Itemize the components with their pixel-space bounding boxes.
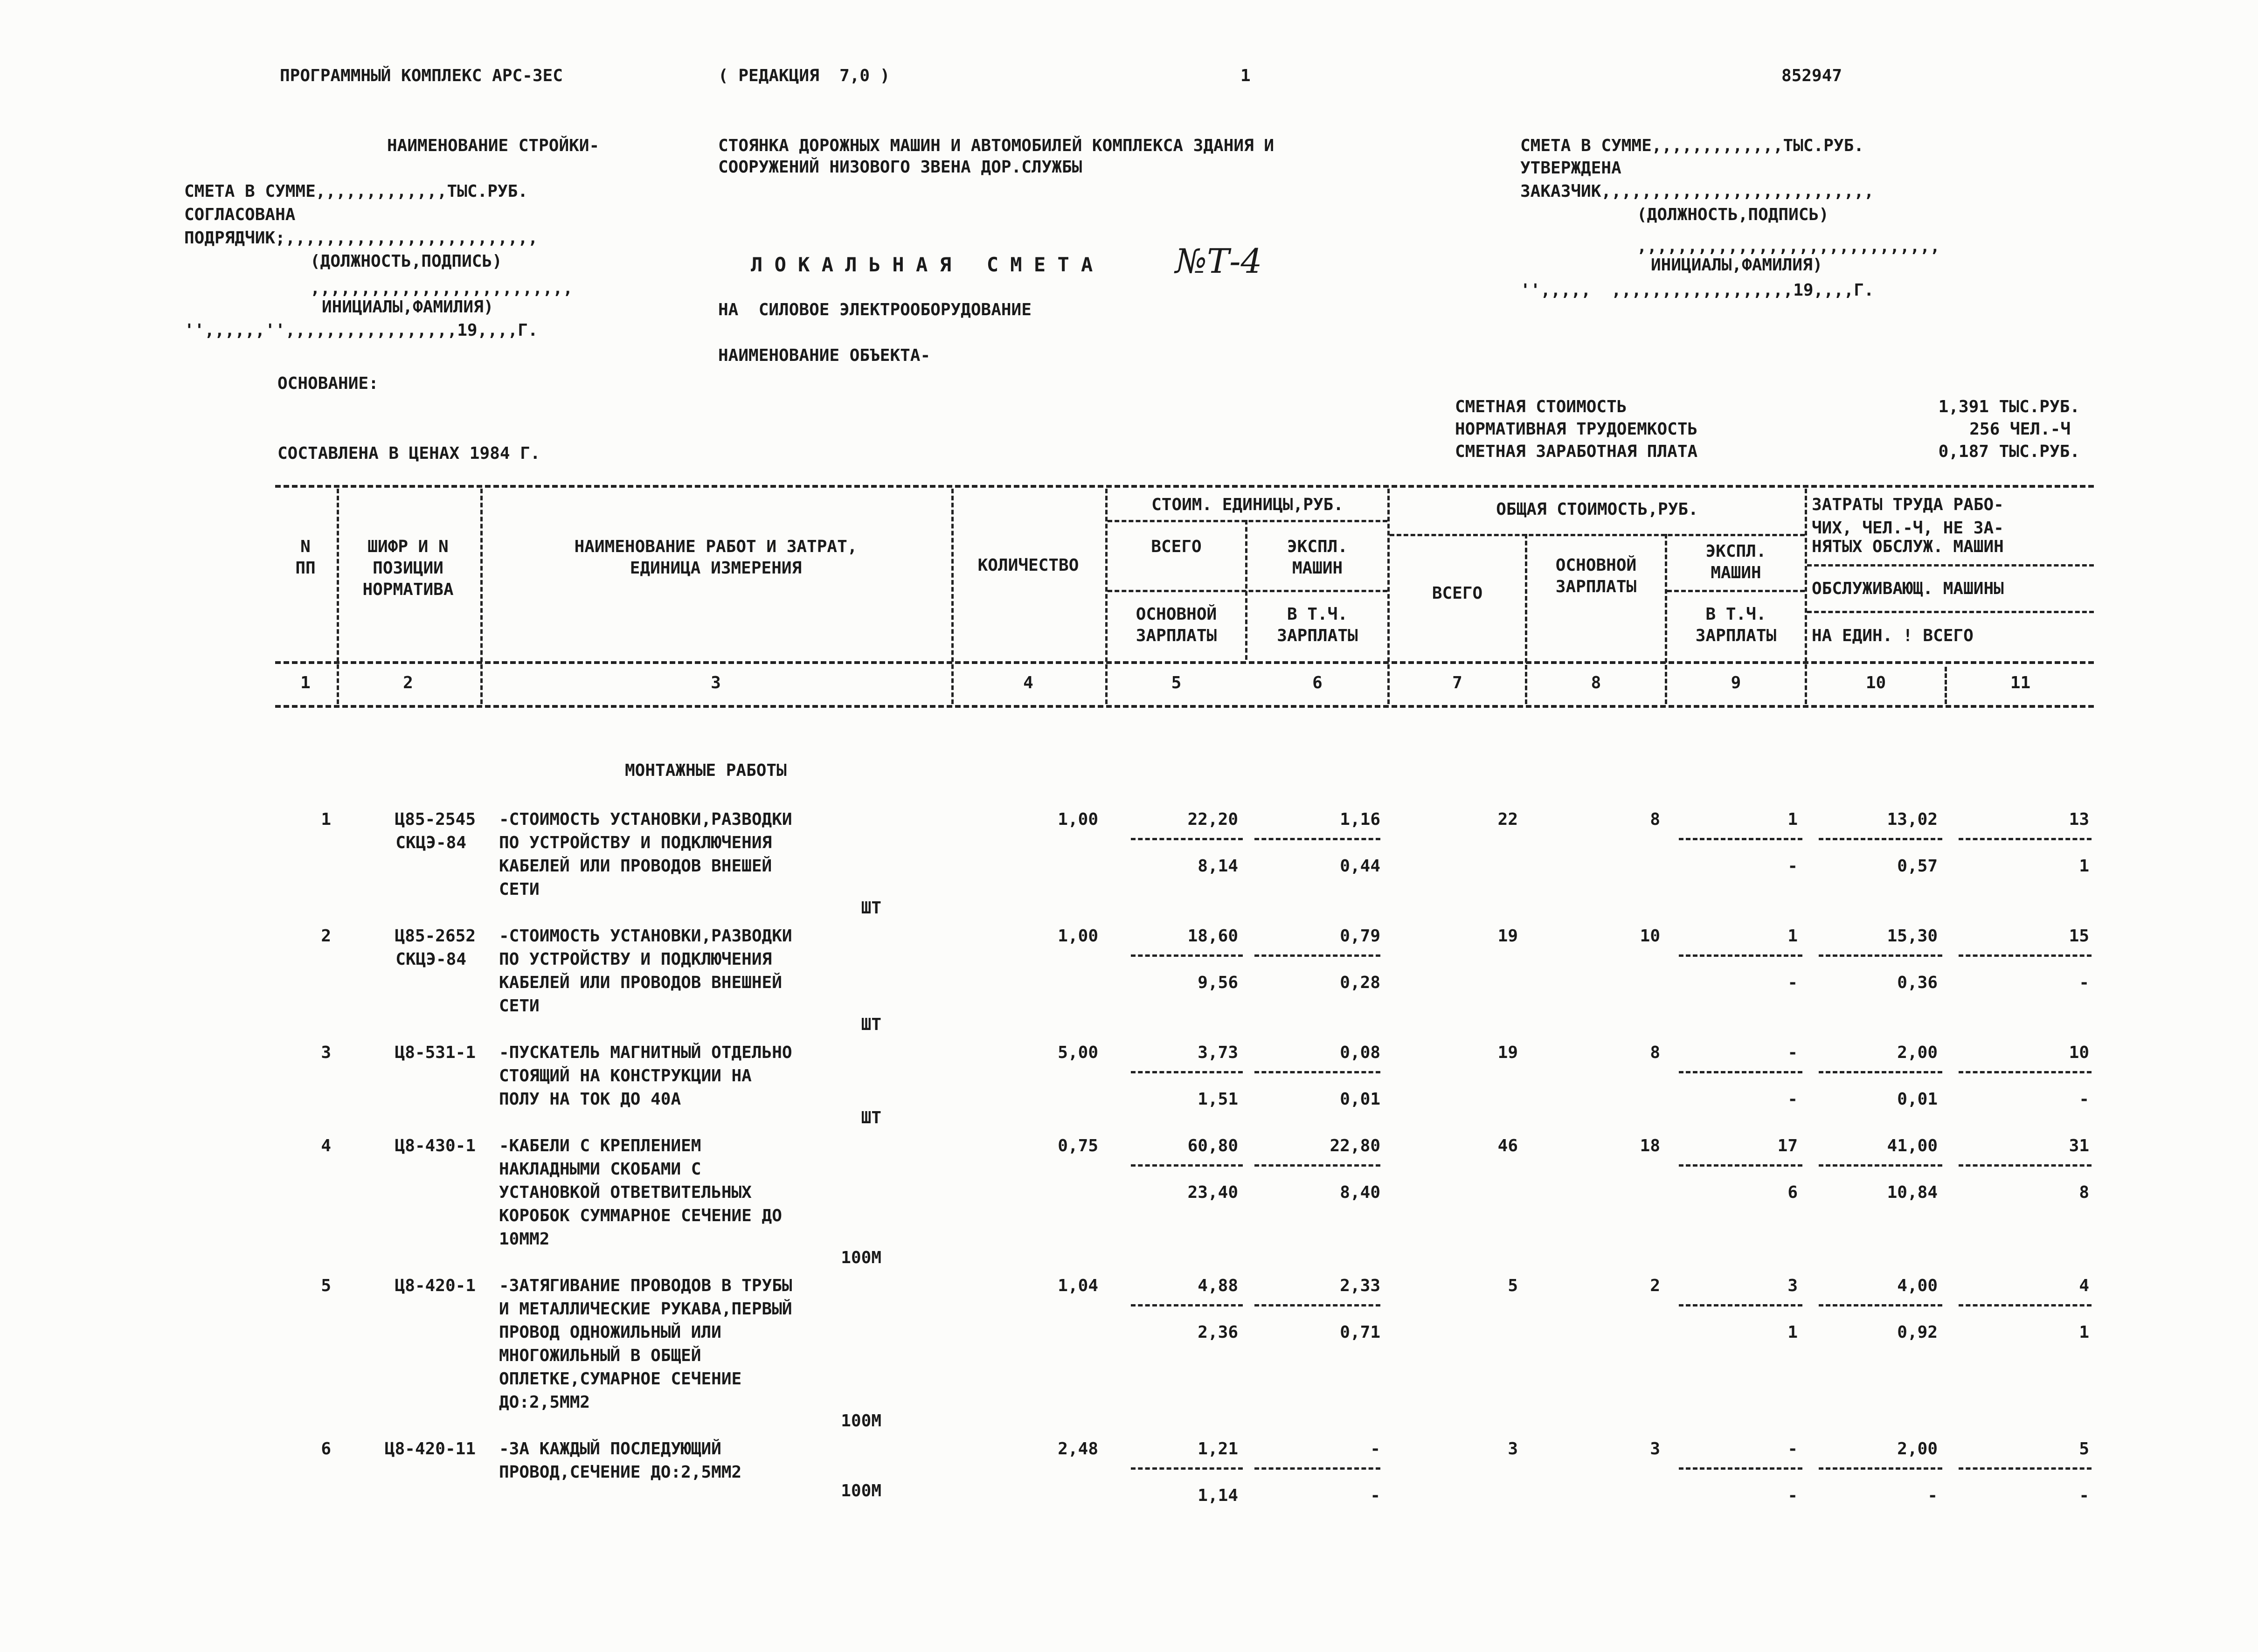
row-unit-cost-wage: 1,14 bbox=[1198, 1486, 1238, 1505]
cell-divider bbox=[1131, 1304, 1243, 1306]
row-unit-cost-all: 3,73 bbox=[1198, 1043, 1238, 1062]
row-quantity: 1,04 bbox=[1058, 1276, 1098, 1295]
row-work-name: ДО:2,5ММ2 bbox=[499, 1393, 590, 1412]
row-labor-unit-mach: 0,92 bbox=[1897, 1323, 1938, 1342]
row-unit-cost-wage: 2,36 bbox=[1198, 1323, 1238, 1342]
row-work-name: ПОЛУ НА ТОК ДО 40А bbox=[499, 1090, 681, 1109]
cell-divider bbox=[1254, 954, 1380, 957]
row-labor-unit-mach: 0,01 bbox=[1897, 1090, 1938, 1109]
labor-divider-1 bbox=[1807, 564, 2094, 567]
cell-divider bbox=[1959, 1071, 2092, 1073]
cell-divider bbox=[1679, 838, 1802, 840]
row-unit-cost-mach: 0,08 bbox=[1340, 1043, 1380, 1062]
unit-cost-divider bbox=[1108, 520, 1387, 522]
row-total-all: 19 bbox=[1497, 1043, 1518, 1062]
header-top-rule bbox=[275, 485, 2094, 488]
header-labor-4: ОБСЛУЖИВАЮЩ. МАШИНЫ bbox=[1812, 579, 2004, 598]
row-total-all: 3 bbox=[1508, 1439, 1518, 1458]
header-unit-mach-2: МАШИН bbox=[1292, 559, 1343, 578]
cell-divider bbox=[1679, 1467, 1802, 1470]
row-labor-unit-mach: 0,57 bbox=[1897, 857, 1938, 876]
program-name: ПРОГРАММНЫЙ КОМПЛЕКС АРС-ЗЕС bbox=[280, 66, 563, 85]
cell-divider bbox=[1819, 1071, 1942, 1073]
cell-divider bbox=[1254, 1164, 1380, 1167]
row-work-name: -ЗА КАЖДЫЙ ПОСЛЕДУЮЩИЙ bbox=[499, 1439, 721, 1458]
col-separator bbox=[951, 489, 954, 704]
row-labor-all: 4 bbox=[2079, 1276, 2089, 1295]
row-labor-unit-mach: - bbox=[1927, 1486, 1938, 1505]
col-separator bbox=[1805, 489, 1807, 704]
row-unit-cost-mach-wage: 0,28 bbox=[1340, 973, 1380, 992]
cell-divider bbox=[1959, 954, 2092, 957]
header-total-wage-2: ЗАРПЛАТЫ bbox=[1555, 577, 1637, 596]
row-total-mach: 1 bbox=[1787, 810, 1798, 829]
row-unit: 100М bbox=[841, 1481, 881, 1500]
row-code-catalog: СКЦЭ-84 bbox=[395, 833, 466, 852]
row-labor-unit-mach: 0,36 bbox=[1897, 973, 1938, 992]
col-number: 1 bbox=[300, 673, 311, 692]
approval-heading: УТВЕРЖДЕНА bbox=[1520, 159, 1621, 178]
row-work-name: 10ММ2 bbox=[499, 1230, 550, 1249]
col-number: 9 bbox=[1731, 673, 1741, 692]
customer-name-caption: ИНИЦИАЛЫ,ФАМИЛИЯ) bbox=[1651, 256, 1823, 275]
row-quantity: 1,00 bbox=[1058, 926, 1098, 946]
row-total-mach-wage: - bbox=[1787, 973, 1798, 992]
row-unit-cost-mach-wage: 8,40 bbox=[1340, 1183, 1380, 1202]
header-total-mw-1: В Т.Ч. bbox=[1705, 605, 1766, 624]
row-quantity: 1,00 bbox=[1058, 810, 1098, 829]
row-work-name: И МЕТАЛЛИЧЕСКИЕ РУКАВА,ПЕРВЫЙ bbox=[499, 1299, 792, 1319]
row-number: 1 bbox=[321, 810, 331, 829]
cell-divider bbox=[1819, 954, 1942, 957]
estimate-subject: НА СИЛОВОЕ ЭЛЕКТРООБОРУДОВАНИЕ bbox=[718, 300, 1032, 319]
row-unit-cost-mach: 2,33 bbox=[1340, 1276, 1380, 1295]
customer-date-line: '',,,,, ,,,,,,,,,,,,,,,,,,19,,,,Г. bbox=[1520, 281, 1874, 300]
row-work-name: МНОГОЖИЛЬНЫЙ В ОБЩЕЙ bbox=[499, 1346, 701, 1365]
row-unit-cost-all: 22,20 bbox=[1187, 810, 1238, 829]
row-unit-cost-mach: 0,79 bbox=[1340, 926, 1380, 946]
header-unit-cost: СТОИМ. ЕДИНИЦЫ,РУБ. bbox=[1151, 495, 1344, 514]
cell-divider bbox=[1819, 1164, 1942, 1167]
row-labor-unit: 15,30 bbox=[1887, 926, 1938, 946]
row-code: Ц8-531-1 bbox=[395, 1043, 476, 1062]
row-work-name: КОРОБОК СУММАРНОЕ СЕЧЕНИЕ ДО bbox=[499, 1206, 782, 1225]
header-unit-wage-2: ЗАРПЛАТЫ bbox=[1136, 626, 1217, 645]
row-labor-unit: 2,00 bbox=[1897, 1043, 1938, 1062]
row-total-mach: 3 bbox=[1787, 1276, 1798, 1295]
row-total-mach: - bbox=[1787, 1043, 1798, 1062]
cell-divider bbox=[1254, 838, 1380, 840]
header-quantity: КОЛИЧЕСТВО bbox=[977, 556, 1079, 575]
header-labor-5: НА ЕДИН. ! ВСЕГО bbox=[1812, 626, 1974, 645]
cell-divider bbox=[1959, 838, 2092, 840]
row-labor-all-mach: 1 bbox=[2079, 857, 2089, 876]
row-labor-unit-mach: 10,84 bbox=[1887, 1183, 1938, 1202]
row-unit-cost-wage: 23,40 bbox=[1187, 1183, 1238, 1202]
row-labor-all-mach: - bbox=[2079, 1486, 2089, 1505]
cell-divider bbox=[1254, 1071, 1380, 1073]
row-labor-all: 13 bbox=[2069, 810, 2089, 829]
row-unit-cost-mach-wage: 0,01 bbox=[1340, 1090, 1380, 1109]
row-quantity: 0,75 bbox=[1058, 1136, 1098, 1155]
col-separator bbox=[480, 489, 483, 704]
col-number: 4 bbox=[1023, 673, 1033, 692]
wage-label: СМЕТНАЯ ЗАРАБОТНАЯ ПЛАТА bbox=[1455, 442, 1698, 461]
row-number: 6 bbox=[321, 1439, 331, 1458]
row-total-mach: 1 bbox=[1787, 926, 1798, 946]
cell-divider bbox=[1959, 1467, 2092, 1470]
row-unit-cost-wage: 1,51 bbox=[1198, 1090, 1238, 1109]
row-labor-all-mach: - bbox=[2079, 1090, 2089, 1109]
construction-label: НАИМЕНОВАНИЕ СТРОЙКИ- bbox=[387, 136, 600, 155]
row-unit: ШТ bbox=[861, 899, 881, 918]
header-n: N bbox=[300, 537, 311, 556]
header-labor-3: НЯТЫХ ОБСЛУЖ. МАШИН bbox=[1812, 537, 2004, 556]
row-unit-cost-wage: 9,56 bbox=[1198, 973, 1238, 992]
labor-divider-2 bbox=[1807, 611, 2094, 613]
header-total-mach-1: ЭКСПЛ. bbox=[1705, 542, 1766, 561]
row-unit: ШТ bbox=[861, 1015, 881, 1034]
header-total-all: ВСЕГО bbox=[1432, 584, 1483, 603]
cell-divider bbox=[1959, 1164, 2092, 1167]
row-work-name: КАБЕЛЕЙ ИЛИ ПРОВОДОВ ВНЕШЕЙ bbox=[499, 857, 772, 876]
row-unit-cost-all: 1,21 bbox=[1198, 1439, 1238, 1458]
row-code: Ц8-430-1 bbox=[395, 1136, 476, 1155]
row-unit-cost-all: 4,88 bbox=[1198, 1276, 1238, 1295]
row-unit: 100М bbox=[841, 1248, 881, 1267]
row-labor-all: 5 bbox=[2079, 1439, 2089, 1458]
col-number: 11 bbox=[2010, 673, 2031, 692]
row-total-all: 19 bbox=[1497, 926, 1518, 946]
header-total-mw-2: ЗАРПЛАТЫ bbox=[1695, 626, 1777, 645]
customer-line: ЗАКАЗЧИК,,,,,,,,,,,,,,,,,,,,,,,,,,, bbox=[1520, 182, 1874, 201]
header-unit-mw-1: В Т.Ч. bbox=[1287, 605, 1348, 624]
row-labor-all-mach: 1 bbox=[2079, 1323, 2089, 1342]
row-unit-cost-mach: 22,80 bbox=[1330, 1136, 1380, 1155]
row-total-mach-wage: - bbox=[1787, 1090, 1798, 1109]
row-code: Ц8-420-11 bbox=[384, 1439, 476, 1458]
cell-divider bbox=[1679, 1164, 1802, 1167]
page-number: 1 bbox=[1240, 66, 1251, 85]
labor-intensity-value: 256 ЧЕЛ.-Ч bbox=[1969, 420, 2071, 439]
header-bottom-rule bbox=[275, 661, 2094, 664]
document-number: 852947 bbox=[1781, 66, 1842, 85]
row-work-name: -СТОИМОСТЬ УСТАНОВКИ,РАЗВОДКИ bbox=[499, 926, 792, 946]
row-work-name: ПРОВОД ОДНОЖИЛЬНЫЙ ИЛИ bbox=[499, 1323, 721, 1342]
cell-divider bbox=[1131, 1467, 1243, 1470]
row-unit-cost-mach-wage: 0,44 bbox=[1340, 857, 1380, 876]
row-total-mach: - bbox=[1787, 1439, 1798, 1458]
row-number: 4 bbox=[321, 1136, 331, 1155]
section-title: МОНТАЖНЫЕ РАБОТЫ bbox=[625, 761, 787, 780]
row-labor-unit: 4,00 bbox=[1897, 1276, 1938, 1295]
row-unit: 100М bbox=[841, 1411, 881, 1431]
unit-cost-subdivider bbox=[1108, 590, 1387, 592]
agreement-sum: СМЕТА В СУММЕ,,,,,,,,,,,,,ТЫС.РУБ. bbox=[184, 182, 528, 201]
total-cost-divider bbox=[1390, 534, 1805, 536]
header-code-3: НОРМАТИВА bbox=[362, 580, 454, 599]
row-unit-cost-wage: 8,14 bbox=[1198, 857, 1238, 876]
row-total-wage: 8 bbox=[1650, 1043, 1660, 1062]
approval-sum: СМЕТА В СУММЕ,,,,,,,,,,,,,ТЫС.РУБ. bbox=[1520, 136, 1864, 155]
column-numbers-rule bbox=[275, 705, 2094, 708]
contractor-name-caption: ИНИЦИАЛЫ,ФАМИЛИЯ) bbox=[322, 297, 494, 317]
row-work-name: -ПУСКАТЕЛЬ МАГНИТНЫЙ ОТДЕЛЬНО bbox=[499, 1043, 792, 1062]
row-work-name: ПО УСТРОЙСТВУ И ПОДКЛЮЧЕНИЯ bbox=[499, 950, 772, 969]
cell-divider bbox=[1254, 1467, 1380, 1470]
row-total-wage: 18 bbox=[1640, 1136, 1660, 1155]
row-total-wage: 10 bbox=[1640, 926, 1660, 946]
handwritten-estimate-number: №Т-4 bbox=[1175, 242, 1262, 281]
construction-name-line2: СООРУЖЕНИЙ НИЗОВОГО ЗВЕНА ДОР.СЛУЖБЫ bbox=[718, 158, 1082, 177]
row-unit-cost-mach: - bbox=[1370, 1439, 1380, 1458]
basis-label: ОСНОВАНИЕ: bbox=[277, 374, 379, 393]
row-labor-unit: 13,02 bbox=[1887, 810, 1938, 829]
row-unit-cost-mach: 1,16 bbox=[1340, 810, 1380, 829]
row-code: Ц85-2652 bbox=[395, 926, 476, 946]
row-total-wage: 8 bbox=[1650, 810, 1660, 829]
cell-divider bbox=[1959, 1304, 2092, 1306]
edition: ( РЕДАКЦИЯ 7,0 ) bbox=[718, 66, 890, 85]
row-labor-all: 31 bbox=[2069, 1136, 2089, 1155]
header-labor-1: ЗАТРАТЫ ТРУДА РАБО- bbox=[1812, 495, 2004, 514]
object-name-label: НАИМЕНОВАНИЕ ОБЪЕКТА- bbox=[718, 346, 931, 365]
header-total-mach-2: МАШИН bbox=[1711, 563, 1761, 582]
row-labor-unit: 2,00 bbox=[1897, 1439, 1938, 1458]
row-work-name: НАКЛАДНЫМИ СКОБАМИ С bbox=[499, 1160, 701, 1179]
row-work-name: ПРОВОД,СЕЧЕНИЕ ДО:2,5ММ2 bbox=[499, 1463, 742, 1482]
row-unit-cost-all: 60,80 bbox=[1187, 1136, 1238, 1155]
cell-divider bbox=[1131, 838, 1243, 840]
cell-divider bbox=[1819, 838, 1942, 840]
row-unit-cost-all: 18,60 bbox=[1187, 926, 1238, 946]
row-total-mach-wage: - bbox=[1787, 857, 1798, 876]
row-work-name: -СТОИМОСТЬ УСТАНОВКИ,РАЗВОДКИ bbox=[499, 810, 792, 829]
col-separator bbox=[337, 489, 339, 704]
row-code: Ц85-2545 bbox=[395, 810, 476, 829]
col-number: 3 bbox=[711, 673, 721, 692]
row-unit-cost-mach-wage: - bbox=[1370, 1486, 1380, 1505]
customer-name-line: ,,,,,,,,,,,,,,,,,,,,,,,,,,,,,, bbox=[1637, 237, 1940, 256]
row-labor-all: 15 bbox=[2069, 926, 2089, 946]
cell-divider bbox=[1819, 1304, 1942, 1306]
row-labor-all: 10 bbox=[2069, 1043, 2089, 1062]
header-unit-mw-2: ЗАРПЛАТЫ bbox=[1277, 626, 1358, 645]
row-unit: ШТ bbox=[861, 1108, 881, 1127]
row-labor-all-mach: 8 bbox=[2079, 1183, 2089, 1202]
cell-divider bbox=[1679, 1304, 1802, 1306]
row-work-name: УСТАНОВКОЙ ОТВЕТВИТЕЛЬНЫХ bbox=[499, 1183, 752, 1202]
row-number: 2 bbox=[321, 926, 331, 946]
row-number: 5 bbox=[321, 1276, 331, 1295]
col-number: 5 bbox=[1171, 673, 1182, 692]
cell-divider bbox=[1254, 1304, 1380, 1306]
row-total-mach-wage: 1 bbox=[1787, 1323, 1798, 1342]
row-labor-unit: 41,00 bbox=[1887, 1136, 1938, 1155]
cell-divider bbox=[1679, 954, 1802, 957]
row-work-name: -ЗАТЯГИВАНИЕ ПРОВОДОВ В ТРУБЫ bbox=[499, 1276, 792, 1295]
agreement-heading: СОГЛАСОВАНА bbox=[184, 205, 296, 224]
header-unit-wage-1: ОСНОВНОЙ bbox=[1136, 605, 1217, 624]
row-total-wage: 2 bbox=[1650, 1276, 1660, 1295]
header-pp: ПП bbox=[295, 559, 316, 578]
cell-divider bbox=[1131, 954, 1243, 957]
contractor-line: ПОДРЯДЧИК;,,,,,,,,,,,,,,,,,,,,,,,,, bbox=[184, 228, 538, 248]
header-total-cost: ОБЩАЯ СТОИМОСТЬ,РУБ. bbox=[1496, 500, 1698, 519]
row-total-mach-wage: 6 bbox=[1787, 1183, 1798, 1202]
col-number: 8 bbox=[1591, 673, 1601, 692]
row-total-all: 46 bbox=[1497, 1136, 1518, 1155]
header-labor-2: ЧИХ, ЧЕЛ.-Ч, НЕ ЗА- bbox=[1812, 518, 2004, 538]
price-level: СОСТАВЛЕНА В ЦЕНАХ 1984 Г. bbox=[277, 444, 540, 463]
row-number: 3 bbox=[321, 1043, 331, 1062]
row-work-name: -КАБЕЛИ С КРЕПЛЕНИЕМ bbox=[499, 1136, 701, 1155]
estimated-cost-value: 1,391 ТЫС.РУБ. bbox=[1938, 397, 2080, 416]
contractor-name-line: ,,,,,,,,,,,,,,,,,,,,,,,,,, bbox=[310, 279, 573, 298]
document-title: Л О К А Л Ь Н А Я С М Е Т А bbox=[751, 253, 1093, 276]
cell-divider bbox=[1679, 1071, 1802, 1073]
row-total-mach: 17 bbox=[1777, 1136, 1798, 1155]
row-work-name: ОПЛЕТКЕ,СУМАРНОЕ СЕЧЕНИЕ bbox=[499, 1369, 742, 1389]
row-work-name: СЕТИ bbox=[499, 996, 540, 1016]
labor-intensity-label: НОРМАТИВНАЯ ТРУДОЕМКОСТЬ bbox=[1455, 420, 1698, 439]
cell-divider bbox=[1131, 1164, 1243, 1167]
row-work-name: СЕТИ bbox=[499, 880, 540, 899]
row-quantity: 5,00 bbox=[1058, 1043, 1098, 1062]
cell-divider bbox=[1131, 1071, 1243, 1073]
row-unit-cost-mach-wage: 0,71 bbox=[1340, 1323, 1380, 1342]
total-mach-subdivider bbox=[1667, 590, 1805, 592]
contractor-date-line: '',,,,,,'',,,,,,,,,,,,,,,,,19,,,,Г. bbox=[184, 321, 538, 340]
col-number: 6 bbox=[1312, 673, 1323, 692]
contractor-position-caption: (ДОЛЖНОСТЬ,ПОДПИСЬ) bbox=[310, 252, 502, 271]
row-labor-all-mach: - bbox=[2079, 973, 2089, 992]
col-number: 2 bbox=[403, 673, 413, 692]
construction-name-line1: СТОЯНКА ДОРОЖНЫХ МАШИН И АВТОМОБИЛЕЙ КОМПЛЕКСА ЗДАНИЯ И bbox=[718, 136, 1274, 155]
row-total-wage: 3 bbox=[1650, 1439, 1660, 1458]
estimated-cost-label: СМЕТНАЯ СТОИМОСТЬ bbox=[1455, 397, 1627, 416]
col-number: 7 bbox=[1452, 673, 1462, 692]
row-total-mach-wage: - bbox=[1787, 1486, 1798, 1505]
row-work-name: СТОЯЩИЙ НА КОНСТРУКЦИИ НА bbox=[499, 1066, 752, 1085]
header-total-wage-1: ОСНОВНОЙ bbox=[1555, 556, 1637, 575]
cell-divider bbox=[1819, 1467, 1942, 1470]
customer-position-caption: (ДОЛЖНОСТЬ,ПОДПИСЬ) bbox=[1637, 205, 1829, 224]
header-code-1: ШИФР И N bbox=[367, 537, 449, 556]
row-code-catalog: СКЦЭ-84 bbox=[395, 950, 466, 969]
header-work-name-1: НАИМЕНОВАНИЕ РАБОТ И ЗАТРАТ, bbox=[574, 537, 858, 556]
header-unit-all: ВСЕГО bbox=[1151, 537, 1202, 556]
col-number: 10 bbox=[1865, 673, 1886, 692]
row-total-all: 5 bbox=[1508, 1276, 1518, 1295]
header-code-2: ПОЗИЦИИ bbox=[373, 559, 443, 578]
row-work-name: ПО УСТРОЙСТВУ И ПОДКЛЮЧЕНИЯ bbox=[499, 833, 772, 852]
row-code: Ц8-420-1 bbox=[395, 1276, 476, 1295]
row-work-name: КАБЕЛЕЙ ИЛИ ПРОВОДОВ ВНЕШНЕЙ bbox=[499, 973, 782, 992]
row-quantity: 2,48 bbox=[1058, 1439, 1098, 1458]
wage-value: 0,187 ТЫС.РУБ. bbox=[1938, 442, 2080, 461]
header-unit-mach-1: ЭКСПЛ. bbox=[1287, 537, 1348, 556]
row-total-all: 22 bbox=[1497, 810, 1518, 829]
header-work-name-2: ЕДИНИЦА ИЗМЕРЕНИЯ bbox=[630, 559, 802, 578]
